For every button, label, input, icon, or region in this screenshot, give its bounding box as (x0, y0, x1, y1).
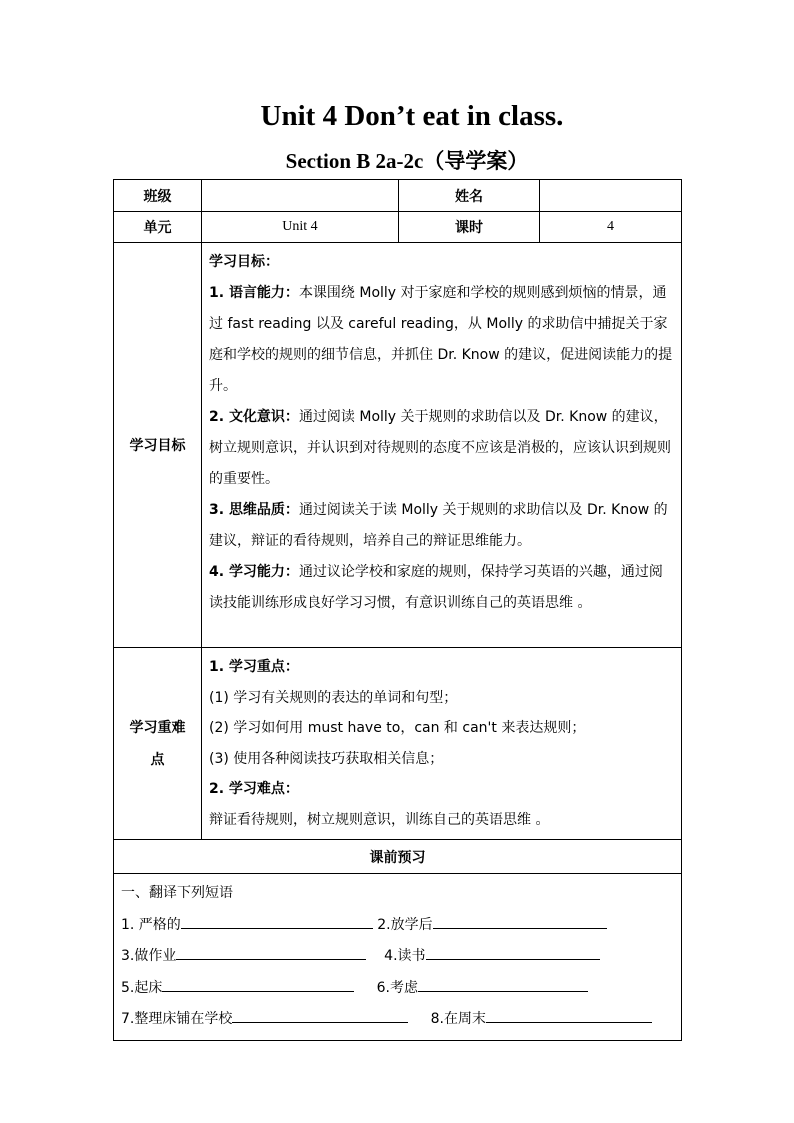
unit-value: Unit 4 (202, 212, 399, 243)
objectives-row (114, 243, 682, 648)
objective-item: 3. 思维品质：通过阅读关于读 Molly 关于规则的求助信以及 Dr. Know 的建议，辩证的看待规则，培养自己的辩证思维能力。 (209, 502, 668, 549)
keypoints-label: 学习重难 点 (114, 648, 202, 840)
preview-row (114, 874, 682, 1041)
section-title: 一、翻译下列短语 (121, 885, 233, 901)
class-label: 班级 (114, 180, 202, 212)
phrase-line: 5.起床 6.考虑 (121, 973, 675, 1005)
phrase-line: 3.做作业 4.读书 (121, 941, 675, 973)
key-heading: 1. 学习重点： (209, 659, 299, 675)
objective-item: 2. 文化意识：通过阅读 Molly 关于规则的求助信以及 Dr. Know 的建议，树立规则意识，并认识到对待规则的态度不应该是消极的，应该认识到规则的重要性。 (209, 409, 671, 487)
objectives-content (202, 243, 682, 648)
name-field[interactable] (540, 180, 682, 212)
answer-blank[interactable] (176, 945, 366, 960)
keypoints-content (202, 648, 682, 840)
answer-blank[interactable] (433, 914, 607, 929)
preview-heading: 课前预习 (114, 840, 682, 874)
objective-item: 1. 语言能力：本课围绕 Molly 对于家庭和学校的规则感到烦恼的情景，通过 fast reading 以及 careful reading，从 Molly 的求助信中捕捉关于家庭和学校的规则的细节信息，并抓住 Dr. Know 的建议，促进阅读能力的提升。 (209, 285, 673, 394)
keypoints-row (114, 648, 682, 840)
preview-heading-row (114, 840, 682, 874)
answer-blank[interactable] (181, 914, 373, 929)
preview-content (114, 874, 682, 1041)
unit-label: 单元 (114, 212, 202, 243)
class-field[interactable] (202, 180, 399, 212)
name-label: 姓名 (399, 180, 540, 212)
objective-item: 4. 学习能力：通过议论学校和家庭的规则，保持学习英语的兴趣，通过阅读技能训练形成良好学习习惯，有意识训练自己的英语思维 。 (209, 564, 663, 611)
answer-blank[interactable] (426, 945, 600, 960)
key-item: (1) 学习有关规则的表达的单词和句型； (209, 689, 458, 706)
period-label: 课时 (399, 212, 540, 243)
info-row-class (114, 180, 682, 212)
phrase-line: 7.整理床铺在学校 8.在周末 (121, 1004, 675, 1036)
answer-blank[interactable] (418, 977, 588, 992)
key-item: (3) 使用各种阅读技巧获取相关信息； (209, 750, 444, 767)
objectives-label: 学习目标 (114, 243, 202, 648)
page-subtitle: Section B 2a-2c（导学案） (285, 149, 529, 173)
phrase-line: 1. 严格的 2.放学后 (121, 910, 675, 942)
info-row-unit (114, 212, 682, 243)
page-title: Unit 4 Don’t eat in class. (260, 100, 564, 132)
key-item: (2) 学习如何用 must have to，can 和 can't 来表达规则； (209, 720, 586, 736)
period-value: 4 (540, 212, 682, 243)
difficult-text: 辩证看待规则，树立规则意识，训练自己的英语思维 。 (209, 811, 550, 828)
difficult-heading: 2. 学习难点： (209, 781, 299, 797)
objectives-heading: 学习目标： (209, 254, 279, 270)
answer-blank[interactable] (486, 1008, 652, 1023)
worksheet-table (113, 179, 682, 1041)
answer-blank[interactable] (232, 1008, 408, 1023)
answer-blank[interactable] (162, 977, 354, 992)
